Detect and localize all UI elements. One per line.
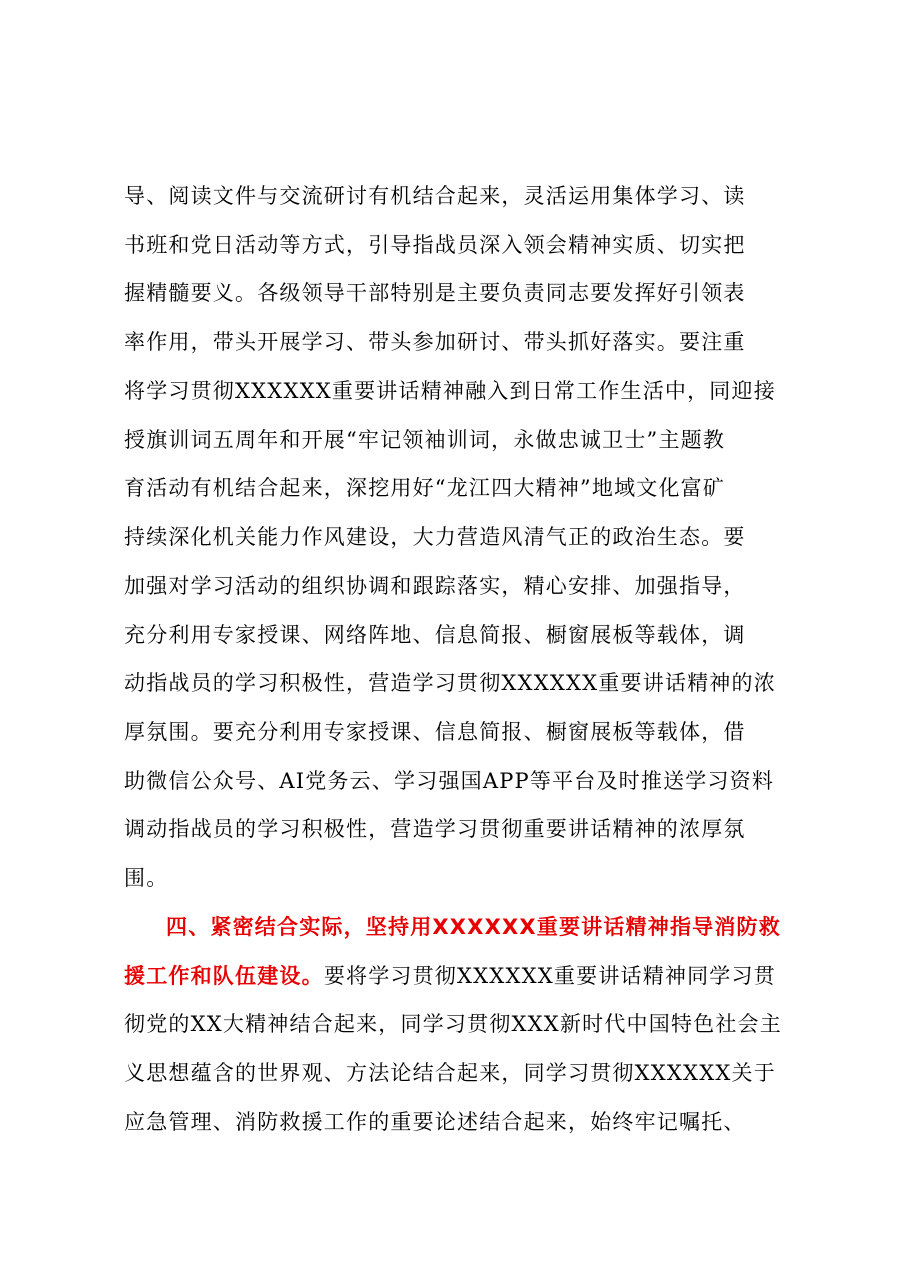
paragraph-line: 育活动有机结合起来，深挖用好“龙江四大精神”地域文化富矿 bbox=[124, 476, 726, 500]
paragraph-line: 调动指战员的学习积极性，营造学习贯彻重要讲话精神的浓厚氛 bbox=[124, 817, 746, 841]
paragraph-line: 授旗训词五周年和开展“牢记领袖训词，永做忠诚卫士”主题教 bbox=[124, 428, 726, 452]
paragraph-line: 厚氛围。要充分利用专家授课、信息简报、橱窗展板等载体，借 bbox=[124, 720, 746, 744]
section-line: 彻党的XX大精神结合起来，同学习贯彻XXX新时代中国特色社会主 bbox=[124, 1012, 782, 1036]
paragraph-line: 书班和党日活动等方式，引导指战员深入领会精神实质、切实把 bbox=[124, 233, 746, 257]
paragraph-line: 动指战员的学习积极性，营造学习贯彻XXXXXX重要讲话精神的浓 bbox=[124, 671, 776, 695]
paragraph-line: 握精髓要义。各级领导干部特别是主要负责同志要发挥好引领表 bbox=[124, 281, 746, 305]
paragraph-line: 率作用，带头开展学习、带头参加研讨、带头抓好落实。要注重 bbox=[124, 330, 746, 354]
section-line: 应急管理、消防救援工作的重要论述结合起来，始终牢记嘱托、 bbox=[124, 1110, 746, 1134]
paragraph-line: 将学习贯彻XXXXXX重要讲话精神融入到日常工作生活中，同迎接 bbox=[124, 379, 776, 403]
section-heading: 四、紧密结合实际，坚持用XXXXXX重要讲话精神指导消防救 bbox=[166, 915, 781, 939]
section-line bbox=[124, 962, 776, 990]
paragraph-line: 持续深化机关能力作风建设，大力营造风清气正的政治生态。要 bbox=[124, 525, 746, 549]
paragraph-line: 助微信公众号、AI党务云、学习强国APP等平台及时推送学习资料 bbox=[124, 769, 775, 793]
paragraph-line: 围。 bbox=[124, 866, 169, 890]
paragraph-line: 导、阅读文件与交流研讨有机结合起来，灵活运用集体学习、读 bbox=[124, 184, 746, 208]
section-text: 要将学习贯彻XXXXXX重要讲话精神同学习贯 bbox=[323, 964, 776, 988]
paragraph-line: 加强对学习活动的组织协调和跟踪落实，精心安排、加强指导， bbox=[124, 574, 746, 598]
section-line: 义思想蕴含的世界观、方法论结合起来，同学习贯彻XXXXXX关于 bbox=[124, 1061, 776, 1085]
paragraph-line: 充分利用专家授课、网络阵地、信息简报、橱窗展板等载体，调 bbox=[124, 623, 746, 647]
section-heading-continued: 援工作和队伍建设。 bbox=[124, 964, 324, 988]
